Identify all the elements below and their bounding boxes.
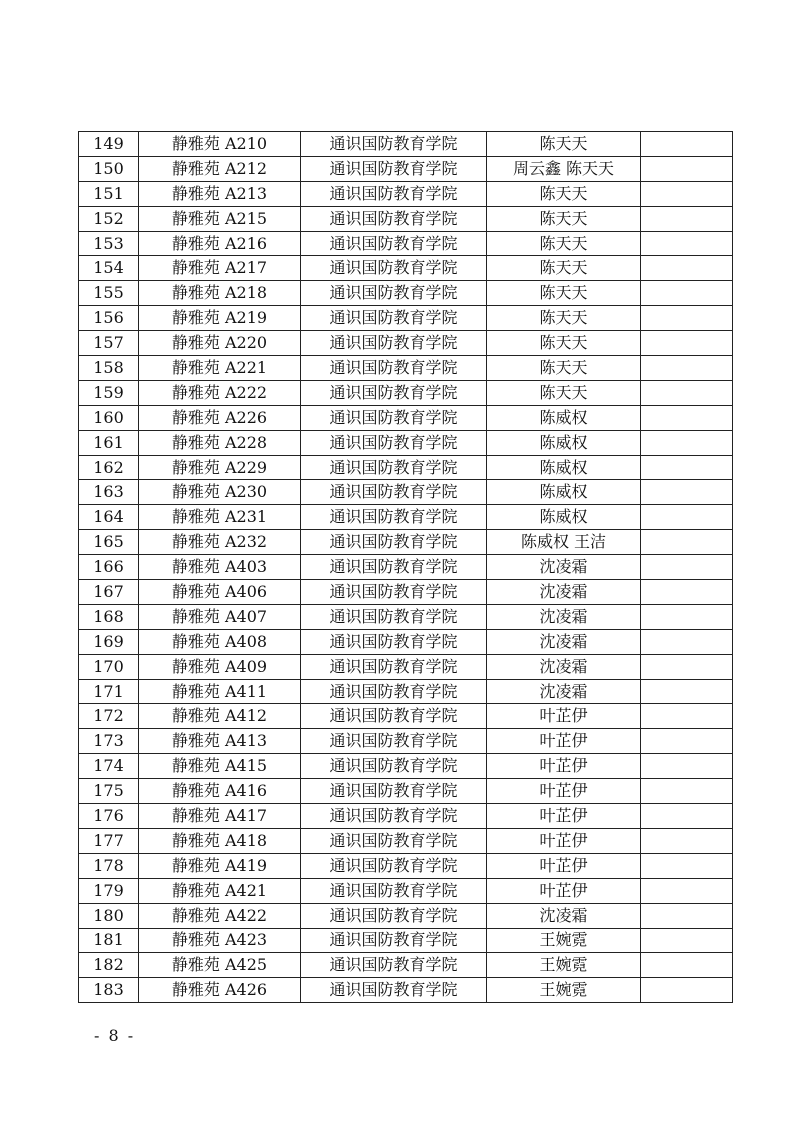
row-number-cell: 157: [79, 331, 139, 356]
college-cell: 通识国防教育学院: [301, 555, 487, 580]
room-cell: 静雅苑 A423: [139, 928, 301, 953]
room-cell: 静雅苑 A218: [139, 281, 301, 306]
college-cell: 通识国防教育学院: [301, 206, 487, 231]
remark-cell: [641, 281, 733, 306]
college-cell: 通识国防教育学院: [301, 853, 487, 878]
name-cell: 陈威权: [487, 455, 641, 480]
name-cell: 陈天天: [487, 256, 641, 281]
room-cell: 静雅苑 A418: [139, 828, 301, 853]
name-cell: 沈凌霜: [487, 555, 641, 580]
remark-cell: [641, 828, 733, 853]
row-number-cell: 152: [79, 206, 139, 231]
room-cell: 静雅苑 A425: [139, 953, 301, 978]
college-cell: 通识国防教育学院: [301, 181, 487, 206]
remark-cell: [641, 654, 733, 679]
room-cell: 静雅苑 A231: [139, 505, 301, 530]
remark-cell: [641, 629, 733, 654]
remark-cell: [641, 903, 733, 928]
table-row: [79, 231, 733, 256]
name-cell: 陈天天: [487, 231, 641, 256]
name-cell: 叶芷伊: [487, 804, 641, 829]
row-number-cell: 170: [79, 654, 139, 679]
college-cell: 通识国防教育学院: [301, 331, 487, 356]
name-cell: 叶芷伊: [487, 779, 641, 804]
college-cell: 通识国防教育学院: [301, 629, 487, 654]
name-cell: 陈天天: [487, 331, 641, 356]
table-row: [79, 132, 733, 157]
college-cell: 通识国防教育学院: [301, 530, 487, 555]
row-number-cell: 174: [79, 754, 139, 779]
table-row: [79, 555, 733, 580]
college-cell: 通识国防教育学院: [301, 953, 487, 978]
room-cell: 静雅苑 A226: [139, 405, 301, 430]
college-cell: 通识国防教育学院: [301, 405, 487, 430]
row-number-cell: 182: [79, 953, 139, 978]
room-cell: 静雅苑 A403: [139, 555, 301, 580]
room-cell: 静雅苑 A229: [139, 455, 301, 480]
table-row: [79, 729, 733, 754]
room-cell: 静雅苑 A422: [139, 903, 301, 928]
name-cell: 陈天天: [487, 206, 641, 231]
row-number-cell: 153: [79, 231, 139, 256]
college-cell: 通识国防教育学院: [301, 231, 487, 256]
row-number-cell: 175: [79, 779, 139, 804]
college-cell: 通识国防教育学院: [301, 132, 487, 157]
remark-cell: [641, 206, 733, 231]
room-cell: 静雅苑 A217: [139, 256, 301, 281]
table-row: [79, 455, 733, 480]
remark-cell: [641, 455, 733, 480]
row-number-cell: 178: [79, 853, 139, 878]
table-row: [79, 380, 733, 405]
table-row: [79, 181, 733, 206]
college-cell: 通识国防教育学院: [301, 306, 487, 331]
room-cell: 静雅苑 A220: [139, 331, 301, 356]
name-cell: 陈威权 王洁: [487, 530, 641, 555]
remark-cell: [641, 181, 733, 206]
room-cell: 静雅苑 A219: [139, 306, 301, 331]
room-cell: 静雅苑 A415: [139, 754, 301, 779]
college-cell: 通识国防教育学院: [301, 779, 487, 804]
remark-cell: [641, 256, 733, 281]
college-cell: 通识国防教育学院: [301, 430, 487, 455]
row-number-cell: 168: [79, 604, 139, 629]
table-row: [79, 953, 733, 978]
table-row: [79, 505, 733, 530]
name-cell: 叶芷伊: [487, 878, 641, 903]
remark-cell: [641, 804, 733, 829]
row-number-cell: 165: [79, 530, 139, 555]
college-cell: 通识国防教育学院: [301, 455, 487, 480]
name-cell: 陈天天: [487, 306, 641, 331]
remark-cell: [641, 505, 733, 530]
remark-cell: [641, 405, 733, 430]
name-cell: 沈凌霜: [487, 654, 641, 679]
college-cell: 通识国防教育学院: [301, 281, 487, 306]
name-cell: 叶芷伊: [487, 828, 641, 853]
college-cell: 通识国防教育学院: [301, 505, 487, 530]
name-cell: 陈威权: [487, 430, 641, 455]
room-cell: 静雅苑 A417: [139, 804, 301, 829]
row-number-cell: 150: [79, 156, 139, 181]
remark-cell: [641, 853, 733, 878]
table-row: [79, 654, 733, 679]
table-row: [79, 878, 733, 903]
room-cell: 静雅苑 A426: [139, 978, 301, 1003]
row-number-cell: 151: [79, 181, 139, 206]
room-cell: 静雅苑 A221: [139, 356, 301, 381]
room-cell: 静雅苑 A412: [139, 704, 301, 729]
row-number-cell: 173: [79, 729, 139, 754]
college-cell: 通识国防教育学院: [301, 754, 487, 779]
row-number-cell: 154: [79, 256, 139, 281]
table-row: [79, 604, 733, 629]
room-cell: 静雅苑 A409: [139, 654, 301, 679]
college-cell: 通识国防教育学院: [301, 580, 487, 605]
row-number-cell: 156: [79, 306, 139, 331]
room-cell: 静雅苑 A212: [139, 156, 301, 181]
row-number-cell: 161: [79, 430, 139, 455]
row-number-cell: 167: [79, 580, 139, 605]
remark-cell: [641, 928, 733, 953]
name-cell: 叶芷伊: [487, 853, 641, 878]
college-cell: 通识国防教育学院: [301, 928, 487, 953]
table-row: [79, 828, 733, 853]
college-cell: 通识国防教育学院: [301, 828, 487, 853]
name-cell: 王婉霓: [487, 953, 641, 978]
name-cell: 陈天天: [487, 380, 641, 405]
room-cell: 静雅苑 A215: [139, 206, 301, 231]
table-row: [79, 430, 733, 455]
name-cell: 叶芷伊: [487, 754, 641, 779]
dormitory-table: [78, 131, 733, 1003]
name-cell: 叶芷伊: [487, 729, 641, 754]
remark-cell: [641, 779, 733, 804]
remark-cell: [641, 580, 733, 605]
table-row: [79, 256, 733, 281]
name-cell: 王婉霓: [487, 978, 641, 1003]
remark-cell: [641, 754, 733, 779]
room-cell: 静雅苑 A228: [139, 430, 301, 455]
name-cell: 沈凌霜: [487, 604, 641, 629]
remark-cell: [641, 331, 733, 356]
remark-cell: [641, 231, 733, 256]
row-number-cell: 172: [79, 704, 139, 729]
remark-cell: [641, 380, 733, 405]
row-number-cell: 160: [79, 405, 139, 430]
remark-cell: [641, 530, 733, 555]
remark-cell: [641, 604, 733, 629]
remark-cell: [641, 156, 733, 181]
name-cell: 陈天天: [487, 281, 641, 306]
table-row: [79, 779, 733, 804]
room-cell: 静雅苑 A406: [139, 580, 301, 605]
room-cell: 静雅苑 A230: [139, 480, 301, 505]
room-cell: 静雅苑 A419: [139, 853, 301, 878]
remark-cell: [641, 953, 733, 978]
table-row: [79, 356, 733, 381]
college-cell: 通识国防教育学院: [301, 878, 487, 903]
name-cell: 王婉霓: [487, 928, 641, 953]
college-cell: 通识国防教育学院: [301, 729, 487, 754]
room-cell: 静雅苑 A210: [139, 132, 301, 157]
college-cell: 通识国防教育学院: [301, 903, 487, 928]
table-row: [79, 704, 733, 729]
name-cell: 陈威权: [487, 405, 641, 430]
name-cell: 沈凌霜: [487, 679, 641, 704]
table-row: [79, 480, 733, 505]
room-cell: 静雅苑 A232: [139, 530, 301, 555]
name-cell: 陈天天: [487, 132, 641, 157]
college-cell: 通识国防教育学院: [301, 704, 487, 729]
table-row: [79, 629, 733, 654]
row-number-cell: 159: [79, 380, 139, 405]
table-row: [79, 978, 733, 1003]
room-cell: 静雅苑 A416: [139, 779, 301, 804]
name-cell: 陈威权: [487, 480, 641, 505]
remark-cell: [641, 878, 733, 903]
college-cell: 通识国防教育学院: [301, 156, 487, 181]
row-number-cell: 171: [79, 679, 139, 704]
row-number-cell: 169: [79, 629, 139, 654]
table-row: [79, 804, 733, 829]
row-number-cell: 162: [79, 455, 139, 480]
room-cell: 静雅苑 A407: [139, 604, 301, 629]
college-cell: 通识国防教育学院: [301, 256, 487, 281]
college-cell: 通识国防教育学院: [301, 380, 487, 405]
room-cell: 静雅苑 A213: [139, 181, 301, 206]
row-number-cell: 164: [79, 505, 139, 530]
table-row: [79, 679, 733, 704]
table-row: [79, 405, 733, 430]
name-cell: 陈天天: [487, 181, 641, 206]
table-row: [79, 853, 733, 878]
room-cell: 静雅苑 A408: [139, 629, 301, 654]
table-row: [79, 903, 733, 928]
remark-cell: [641, 480, 733, 505]
remark-cell: [641, 679, 733, 704]
table-row: [79, 580, 733, 605]
college-cell: 通识国防教育学院: [301, 804, 487, 829]
room-cell: 静雅苑 A216: [139, 231, 301, 256]
row-number-cell: 166: [79, 555, 139, 580]
row-number-cell: 163: [79, 480, 139, 505]
room-cell: 静雅苑 A222: [139, 380, 301, 405]
college-cell: 通识国防教育学院: [301, 679, 487, 704]
room-cell: 静雅苑 A411: [139, 679, 301, 704]
row-number-cell: 155: [79, 281, 139, 306]
remark-cell: [641, 704, 733, 729]
college-cell: 通识国防教育学院: [301, 480, 487, 505]
college-cell: 通识国防教育学院: [301, 604, 487, 629]
college-cell: 通识国防教育学院: [301, 356, 487, 381]
row-number-cell: 176: [79, 804, 139, 829]
table-row: [79, 281, 733, 306]
name-cell: 陈威权: [487, 505, 641, 530]
remark-cell: [641, 430, 733, 455]
college-cell: 通识国防教育学院: [301, 978, 487, 1003]
row-number-cell: 149: [79, 132, 139, 157]
row-number-cell: 180: [79, 903, 139, 928]
table-row: [79, 928, 733, 953]
table-row: [79, 331, 733, 356]
room-cell: 静雅苑 A421: [139, 878, 301, 903]
name-cell: 叶芷伊: [487, 704, 641, 729]
table-row: [79, 156, 733, 181]
name-cell: 陈天天: [487, 356, 641, 381]
remark-cell: [641, 306, 733, 331]
page-number: - 8 -: [94, 1026, 136, 1045]
row-number-cell: 177: [79, 828, 139, 853]
name-cell: 周云鑫 陈天天: [487, 156, 641, 181]
name-cell: 沈凌霜: [487, 580, 641, 605]
room-cell: 静雅苑 A413: [139, 729, 301, 754]
table-body: [79, 132, 733, 1003]
table-row: [79, 754, 733, 779]
row-number-cell: 179: [79, 878, 139, 903]
remark-cell: [641, 356, 733, 381]
college-cell: 通识国防教育学院: [301, 654, 487, 679]
name-cell: 沈凌霜: [487, 903, 641, 928]
remark-cell: [641, 132, 733, 157]
row-number-cell: 158: [79, 356, 139, 381]
row-number-cell: 183: [79, 978, 139, 1003]
remark-cell: [641, 555, 733, 580]
remark-cell: [641, 729, 733, 754]
name-cell: 沈凌霜: [487, 629, 641, 654]
table-row: [79, 306, 733, 331]
remark-cell: [641, 978, 733, 1003]
table-row: [79, 206, 733, 231]
row-number-cell: 181: [79, 928, 139, 953]
table-row: [79, 530, 733, 555]
